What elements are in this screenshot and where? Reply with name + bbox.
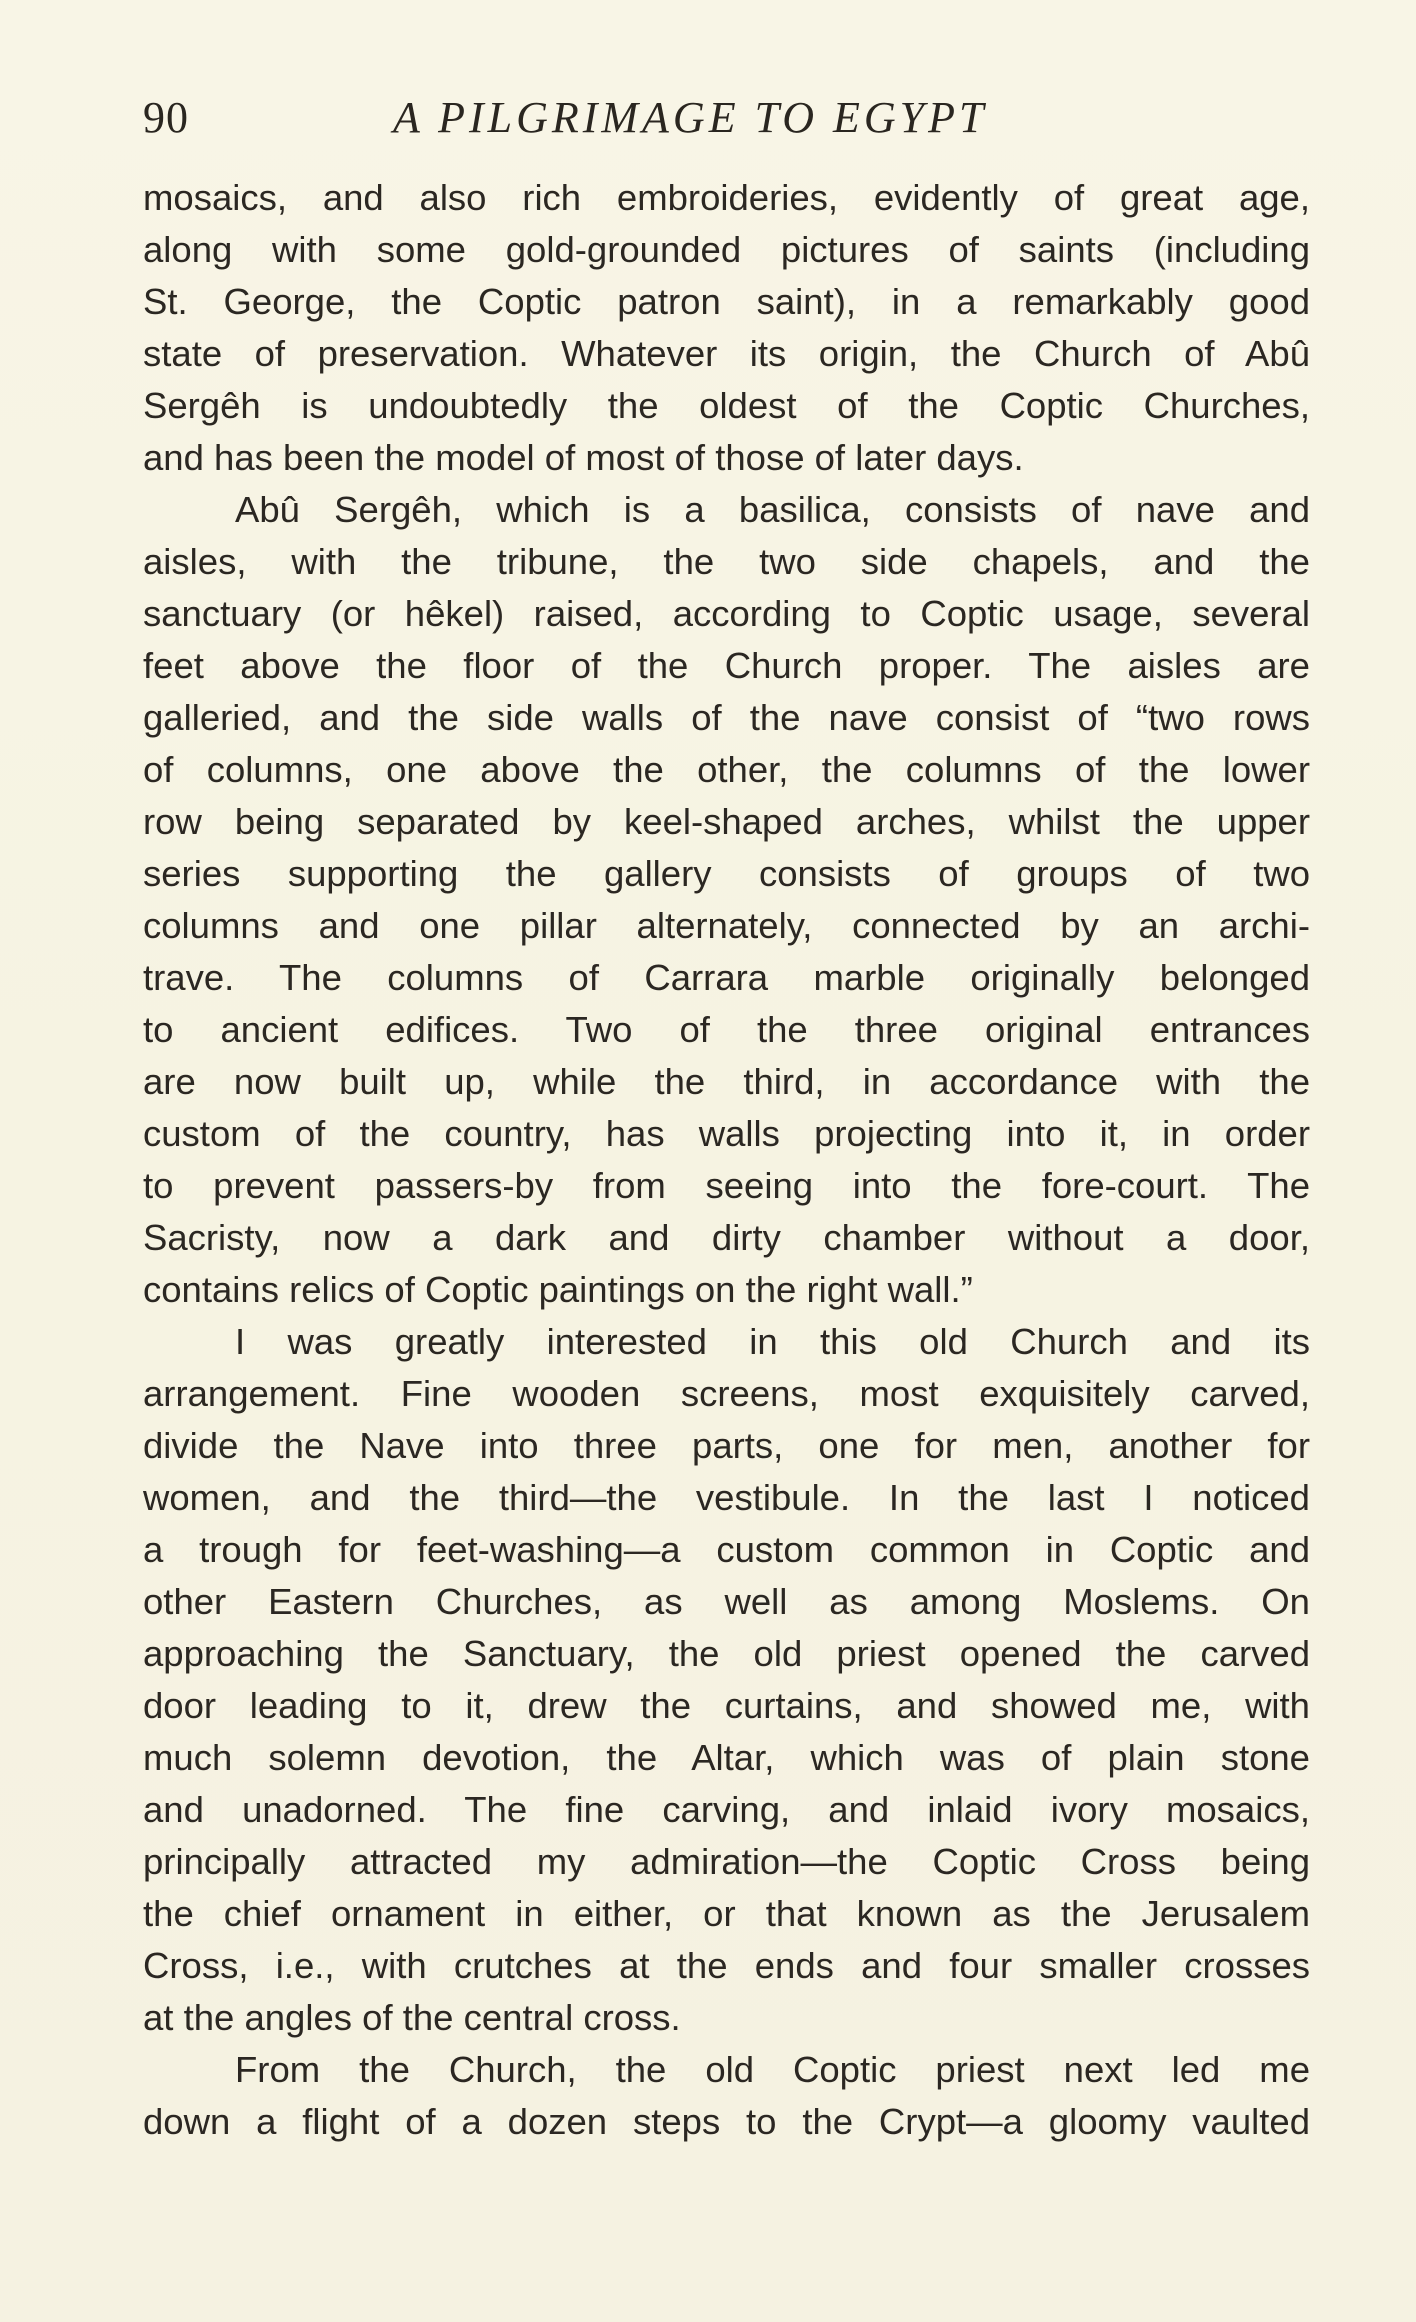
- text-line: columns and one pillar alternately, connected by an archi-: [143, 905, 1310, 946]
- text-line: From the Church, the old Coptic priest next led me: [235, 2049, 1310, 2090]
- text-line: at the angles of the central cross.: [143, 1997, 681, 2038]
- running-title: A PILGRIMAGE TO EGYPT: [393, 93, 988, 142]
- body-text: [143, 172, 1310, 2148]
- text-line: much solemn devotion, the Altar, which was of plain stone: [143, 1737, 1310, 1778]
- text-line: St. George, the Coptic patron saint), in a remarkably good: [143, 281, 1310, 322]
- text-line: divide the Nave into three parts, one for men, another for: [143, 1425, 1310, 1466]
- text-line: trave. The columns of Carrara marble originally belonged: [143, 957, 1310, 998]
- text-line: I was greatly interested in this old Church and its: [235, 1321, 1310, 1362]
- text-line: other Eastern Churches, as well as among Moslems. On: [143, 1581, 1310, 1622]
- text-line: galleried, and the side walls of the nave consist of “two rows: [143, 697, 1310, 738]
- text-line: arrangement. Fine wooden screens, most exquisitely carved,: [143, 1373, 1310, 1414]
- text-line: to prevent passers-by from seeing into the fore-court. The: [143, 1165, 1310, 1206]
- text-line: Sergêh is undoubtedly the oldest of the Coptic Churches,: [143, 385, 1310, 426]
- text-line: Sacristy, now a dark and dirty chamber without a door,: [143, 1217, 1310, 1258]
- text-line: series supporting the gallery consists of groups of two: [143, 853, 1310, 894]
- text-line: custom of the country, has walls projecting into it, in order: [143, 1113, 1310, 1154]
- text-line: approaching the Sanctuary, the old priest opened the carved: [143, 1633, 1310, 1674]
- text-line: aisles, with the tribune, the two side chapels, and the: [143, 541, 1310, 582]
- text-line: and unadorned. The fine carving, and inlaid ivory mosaics,: [143, 1789, 1310, 1830]
- text-line: Cross, i.e., with crutches at the ends and four smaller crosses: [143, 1945, 1310, 1986]
- text-line: the chief ornament in either, or that known as the Jerusalem: [143, 1893, 1310, 1934]
- text-line: and has been the model of most of those of later days.: [143, 437, 1024, 478]
- text-line: Abû Sergêh, which is a basilica, consists of nave and: [235, 489, 1310, 530]
- text-line: mosaics, and also rich embroideries, evidently of great age,: [143, 177, 1310, 218]
- text-line: principally attracted my admiration—the Coptic Cross being: [143, 1841, 1310, 1882]
- text-line: down a flight of a dozen steps to the Crypt—a gloomy vaulted: [143, 2101, 1310, 2142]
- running-head: [143, 88, 1313, 148]
- text-line: to ancient edifices. Two of the three original entrances: [143, 1009, 1310, 1050]
- page-number: 90: [143, 93, 189, 142]
- text-line: a trough for feet-washing—a custom common in Coptic and: [143, 1529, 1310, 1570]
- text-line: state of preservation. Whatever its origin, the Church of Abû: [143, 333, 1310, 374]
- text-line: row being separated by keel-shaped arches, whilst the upper: [143, 801, 1310, 842]
- text-line: sanctuary (or hêkel) raised, according to Coptic usage, several: [143, 593, 1310, 634]
- text-line: door leading to it, drew the curtains, and showed me, with: [143, 1685, 1310, 1726]
- text-line: contains relics of Coptic paintings on the right wall.”: [143, 1269, 973, 1310]
- text-line: women, and the third—the vestibule. In the last I noticed: [143, 1477, 1310, 1518]
- text-line: along with some gold-grounded pictures of saints (including: [143, 229, 1310, 270]
- text-line: of columns, one above the other, the columns of the lower: [143, 749, 1310, 790]
- text-line: are now built up, while the third, in accordance with the: [143, 1061, 1310, 1102]
- text-line: feet above the floor of the Church proper. The aisles are: [143, 645, 1310, 686]
